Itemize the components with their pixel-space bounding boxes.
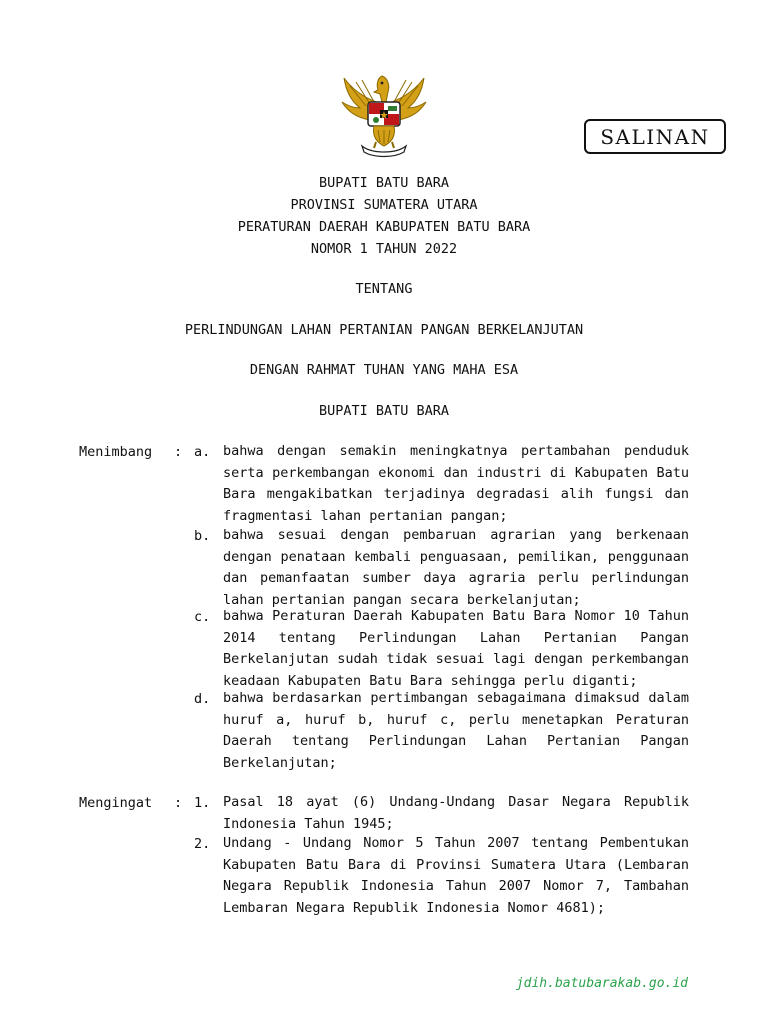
regulation-title: PERATURAN DAERAH KABUPATEN BATU BARA: [237, 219, 531, 235]
mengingat-colon: :: [174, 795, 183, 811]
mengingat-marker-1: 1.: [194, 795, 211, 811]
menimbang-colon: :: [174, 444, 183, 460]
grace-heading: DENGAN RAHMAT TUHAN YANG MAHA ESA: [249, 362, 519, 378]
menimbang-label: Menimbang: [79, 444, 153, 460]
issuer-title: BUPATI BATU BARA: [318, 175, 450, 191]
mengingat-item-1: Pasal 18 ayat (6) Undang-Undang Dasar Negara Republik Indonesia Tahun 1945;: [223, 794, 689, 832]
mengingat-label: Mengingat: [79, 795, 153, 811]
issuer-heading: BUPATI BATU BARA: [318, 403, 450, 419]
menimbang-item-b: bahwa sesuai dengan pembaruan agrarian yang berkenaan dengan penataan kembali penguasaan, pemilikan, penggunaan dan pemanfaatan sumber daya agraria perlu perlindungan lahan pertanian pangan secara berkelanjutan;: [223, 527, 689, 608]
regulation-number: NOMOR 1 TAHUN 2022: [310, 241, 458, 257]
menimbang-marker-c: c.: [194, 609, 211, 625]
garuda-emblem-icon: [336, 64, 432, 160]
menimbang-item-c: bahwa Peraturan Daerah Kabupaten Batu Bara Nomor 10 Tahun 2014 tentang Perlindungan Lahan Pertanian Pangan Berkelanjutan sudah tidak sesuai lagi dengan perkembangan keadaan Kabupaten Batu Bara sehingga perlu diganti;: [223, 608, 689, 689]
subject-heading: PERLINDUNGAN LAHAN PERTANIAN PANGAN BERKELANJUTAN: [184, 322, 584, 338]
menimbang-marker-d: d.: [194, 691, 211, 707]
menimbang-marker-a: a.: [194, 444, 211, 460]
salinan-stamp: SALINAN: [584, 119, 726, 154]
about-heading: TENTANG: [355, 281, 413, 297]
mengingat-marker-2: 2.: [194, 836, 211, 852]
footer-website-link[interactable]: jdih.batubarakab.go.id: [515, 976, 688, 991]
menimbang-marker-b: b.: [194, 528, 211, 544]
menimbang-item-d: bahwa berdasarkan pertimbangan sebagaimana dimaksud dalam huruf a, huruf b, huruf c, perlu menetapkan Peraturan Daerah tentang Perlindungan Lahan Pertanian Pangan Berkelanjutan;: [223, 690, 689, 771]
mengingat-item-2: Undang - Undang Nomor 5 Tahun 2007 tentang Pembentukan Kabupaten Batu Bara di Provinsi Sumatera Utara (Lembaran Negara Republik Indonesia Tahun 2007 Nomor 7, Tambahan Lembaran Negara Republik Indonesia Nomor 4681);: [223, 835, 689, 916]
province-title: PROVINSI SUMATERA UTARA: [290, 197, 478, 213]
menimbang-item-a: bahwa dengan semakin meningkatnya pertambahan penduduk serta perkembangan ekonomi dan industri di Kabupaten Batu Bara mengakibatkan terjadinya degradasi alih fungsi dan fragmentasi lahan pertanian pangan;: [223, 443, 689, 524]
